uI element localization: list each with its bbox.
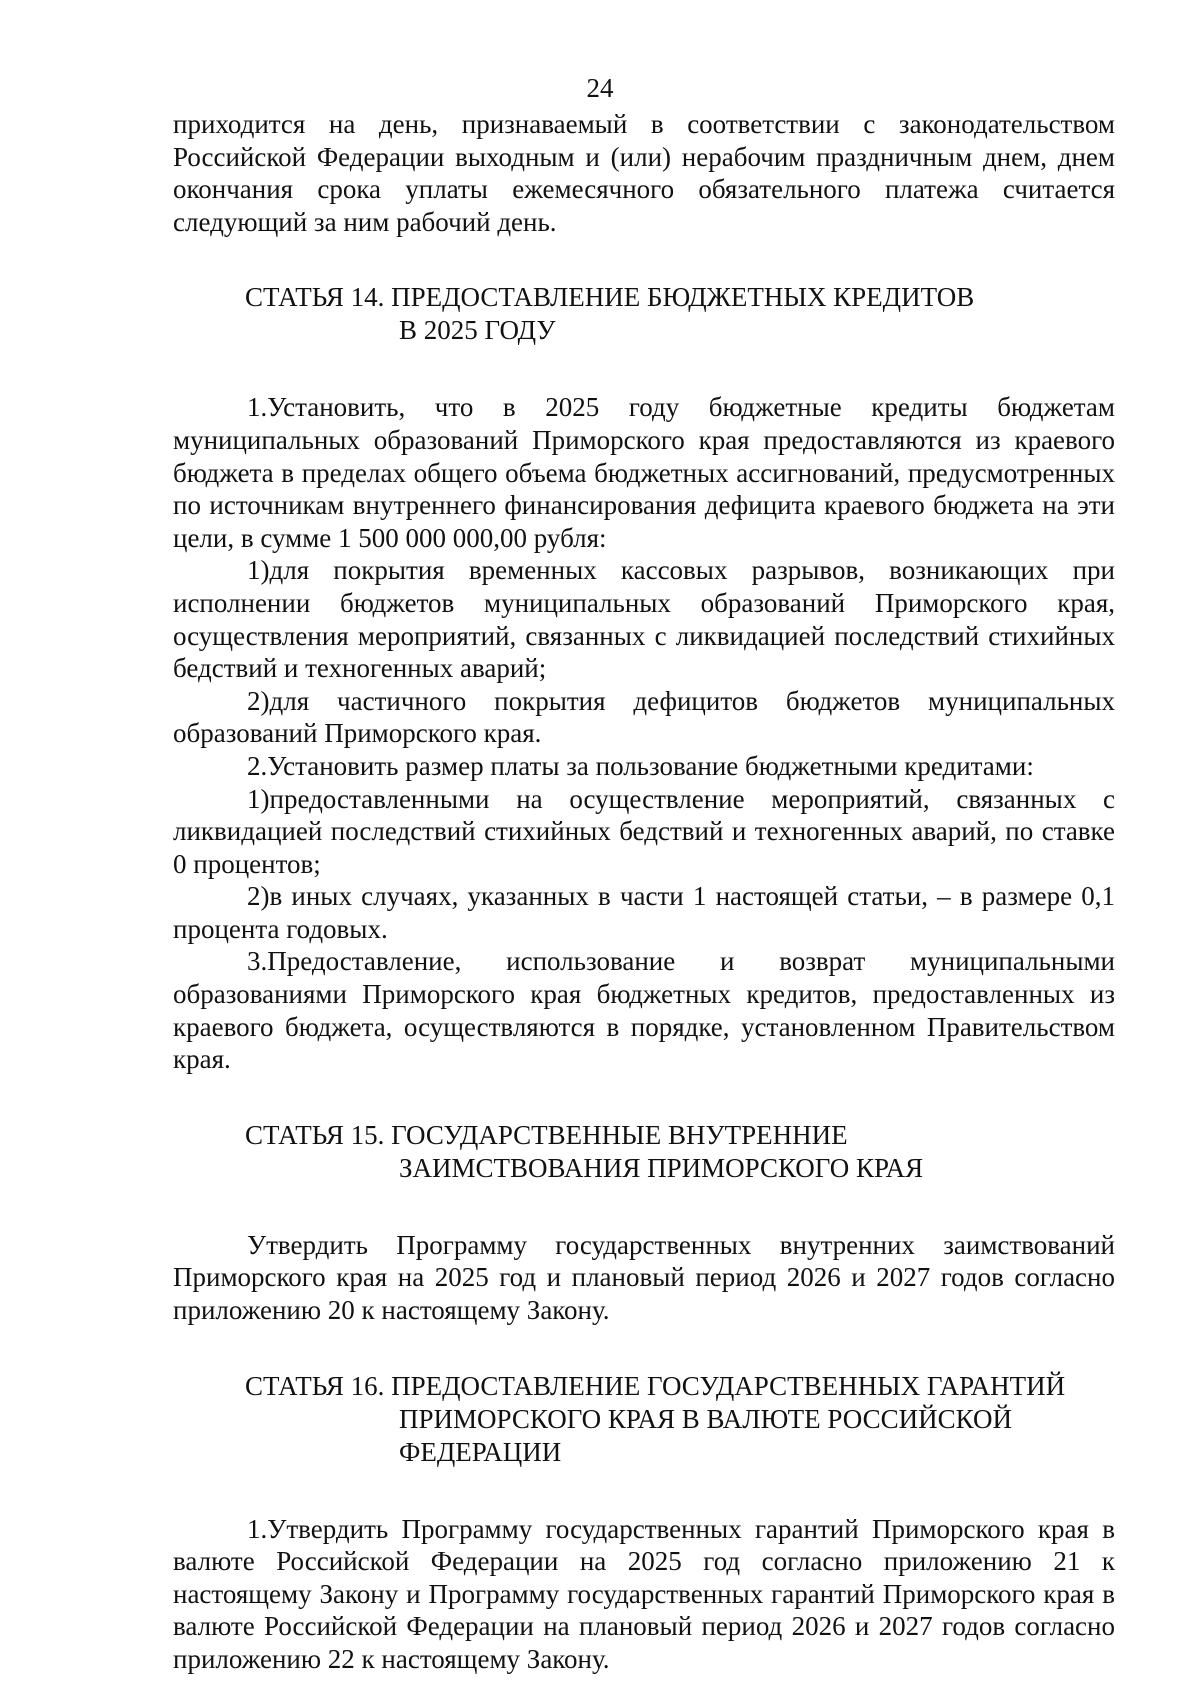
article-14-heading-line-2: В 2025 ГОДУ	[399, 315, 556, 346]
article-14-paragraph-1-item-1: 1)для покрытия временных кассовых разрывов, возникающих при исполнении бюджетов муниципальных образований Приморского края, осуществления мероприятий, связанных с ликвидацией последствий стихийных бедствий и техногенных аварий;	[173, 555, 1115, 684]
article-15-paragraph-1: Утвердить Программу государственных внутренних заимствований Приморского края на 2025 год и плановый период 2026 и 2027 годов согласно приложению 20 к настоящему Закону.	[173, 1229, 1115, 1326]
article-16-heading-line-2: ПРИМОРСКОГО КРАЯ В ВАЛЮТЕ РОССИЙСКОЙ	[399, 1403, 1012, 1434]
article-14-heading-line-1: СТАТЬЯ 14. ПРЕДОСТАВЛЕНИЕ БЮДЖЕТНЫХ КРЕДИТОВ	[245, 282, 975, 313]
intro-paragraph: приходится на день, признаваемый в соответствии с законодательством Российской Федерации выходным и (или) нерабочим праздничным днем, днем окончания срока уплаты ежемесячного обязательного платежа считается следующий за ним рабочий день.	[173, 109, 1115, 237]
article-15-heading	[245, 1119, 1115, 1185]
article-15-heading-line-1: СТАТЬЯ 15. ГОСУДАРСТВЕННЫЕ ВНУТРЕННИЕ	[245, 1119, 848, 1150]
article-14-paragraph-2-item-2: 2)в иных случаях, указанных в части 1 настоящей статьи, – в размере 0,1 процента годовых.	[173, 881, 1115, 944]
article-16-heading	[245, 1370, 1115, 1469]
article-15-heading-line-2: ЗАИМСТВОВАНИЯ ПРИМОРСКОГО КРАЯ	[399, 1152, 924, 1183]
article-14-paragraph-2: 2.Установить размер платы за пользование бюджетными кредитами:	[247, 750, 1034, 781]
article-14-heading	[245, 281, 1115, 347]
article-16-paragraph-1: 1.Утвердить Программу государственных гарантий Приморского края в валюте Российской Федерации на 2025 год согласно приложению 21 к настоящему Закону и Программу государственных гарантий Приморского края в валюте Российской Федерации на плановый период 2026 и 2027 годов согласно приложению 22 к настоящему Закону.	[173, 1513, 1115, 1674]
article-14-paragraph-1: 1.Установить, что в 2025 году бюджетные кредиты бюджетам муниципальных образований Приморского края предоставляются из краевого бюджета в пределах общего объема бюджетных ассигнований, предусмотренных по источникам внутреннего финансирования дефицита краевого бюджета на эти цели, в сумме 1 500 000 000,00 рубля:	[173, 392, 1115, 553]
page-number: 24	[586, 73, 614, 103]
article-16-heading-line-3: ФЕДЕРАЦИИ	[399, 1436, 562, 1467]
article-14-paragraph-1-item-2: 2)для частичного покрытия дефицитов бюджетов муниципальных образований Приморского края.	[173, 685, 1115, 749]
document-body	[173, 108, 1115, 1676]
article-14-paragraph-2-item-1: 1)предоставленными на осуществление мероприятий, связанных с ликвидацией последствий стихийных бедствий и техногенных аварий, по ставке 0 процентов;	[173, 783, 1115, 879]
article-14-paragraph-3: 3.Предоставление, использование и возврат муниципальными образованиями Приморского края бюджетных кредитов, предоставленных из краевого бюджета, осуществляются в порядке, установленном Правительством края.	[173, 946, 1115, 1075]
article-16-heading-line-1: СТАТЬЯ 16. ПРЕДОСТАВЛЕНИЕ ГОСУДАРСТВЕННЫХ ГАРАНТИЙ	[245, 1370, 1066, 1401]
